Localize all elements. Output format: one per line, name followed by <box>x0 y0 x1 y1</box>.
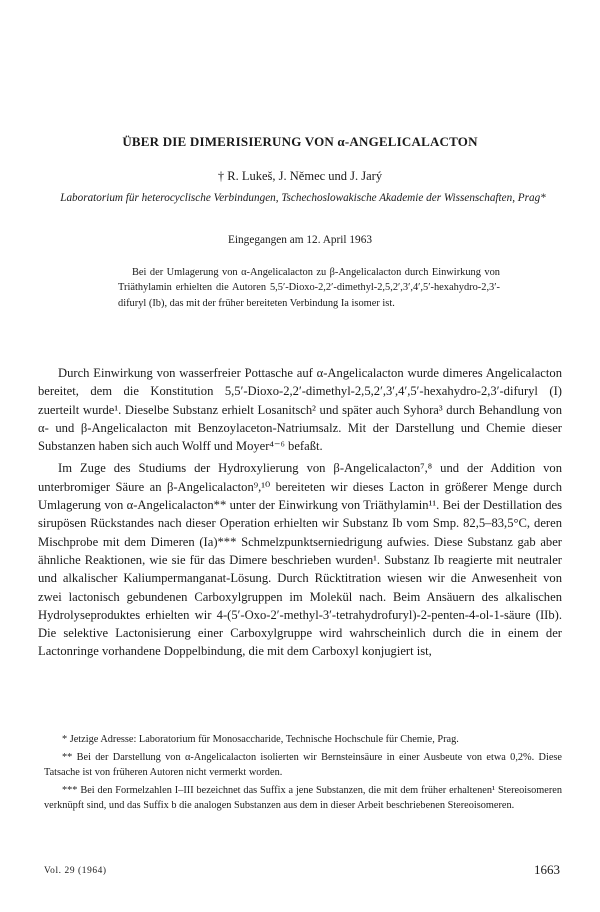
footer-volume: Vol. 29 (1964) <box>44 866 107 876</box>
abstract: Bei der Umlagerung von α-Angelicalacton zu β-Angelicalacton durch Einwirkung von Triäthylamin erhielten die Autoren 5,5′-Dioxo-2,2′-dimethyl-2,5,2′,3′,4′,5′-hexahydro-2,3′-difuryl (Ib), das mit der früher bereiteten Verbindung Ia isomer ist. <box>118 267 500 309</box>
footnotes <box>44 732 562 816</box>
footnote-1: * Jetzige Adresse: Laboratorium für Monosaccharide, Technische Hochschule für Chemie, Prag. <box>62 734 459 745</box>
article-title: ÜBER DIE DIMERISIERUNG VON α-ANGELICALACTON <box>122 134 478 149</box>
received-date: Eingegangen am 12. April 1963 <box>227 234 372 246</box>
article-authors: † R. Lukeš, J. Němec und J. Jarý <box>217 169 383 183</box>
page-number: 1663 <box>534 862 560 877</box>
body-paragraph-1: Durch Einwirkung von wasserfreier Pottasche auf α-Angelicalacton wurde dimeres Angelicalacton bereitet, dem die Konstitution 5,5′-Dioxo-2,2′-dimethyl-2,5,2′,3′,4′,5′-hexahydro-2,3′-difuryl (I) zuerteilt wurde¹. Dieselbe Substanz erhielt Losanitsch² und später auch Syhora³ durch Behandlung von α- und β-Angelicalacton mit Benzoylaceton-Natriumsalz. Mit der Darstellung und Chemie dieser Substanzen haben sich auch Wolff und Moyer⁴⁻⁶ befaßt. <box>38 366 562 454</box>
footnote-2: ** Bei der Darstellung von α-Angelicalacton isolierten wir Bernsteinsäure in einer Ausbeute von etwa 0,2%. Diese Tatsache ist von früheren Autoren nicht vermerkt worden. <box>44 752 562 778</box>
body-paragraph-2: Im Zuge des Studiums der Hydroxylierung von β-Angelicalacton⁷,⁸ und der Addition von unterbromiger Säure an β-Angelicalacton⁹,¹⁰ bereiteten wir dieses Lacton in größerer Menge durch Umlagerung von α-Angelicalacton** unter der Einwirkung von Triäthylamin¹¹. Bei der Destillation des sirupösen Rückstandes nach dieser Operation erhielten wir Substanz Ib vom Smp. 82,5–83,5°C, deren Mischprobe mit dem Dimeren (Ia)*** Schmelzpunktserniedrigung aufwies. Diese Substanz gab aber ähnliche Reaktionen, wie sie für das Dimere beschrieben wurden¹. Substanz Ib reagierte mit neutraler und alkalischer Kaliumpermanganat-Lösung. Durch Rücktitration wiesen wir die Anwesenheit von zwei lactonisch gebundenen Carboxylgruppen im Molekül nach. Beim Ansäuern des alkalischen Hydrolyseproduktes erhielten wir 4-(5′-Oxo-2′-methyl-3′-tetrahydrofuryl)-2-penten-4-ol-1-säure (IIb). Die selektive Lactonisierung einer Carboxylgruppe wird wahrscheinlich durch die in einem der Lactonringe vorhandene Doppelbindung, die mit dem Carboxyl konjugiert ist, <box>38 461 562 659</box>
body-text <box>38 364 562 661</box>
author-affiliation: Laboratorium für heterocyclische Verbindungen, Tschechoslowakische Akademie der Wissenschaften, Prag* <box>60 192 546 204</box>
footnote-3: *** Bei den Formelzahlen I–III bezeichnet das Suffix a jene Substanzen, die mit dem früher erhaltenen¹ Stereoisomeren verknüpft sind, und das Suffix b die analogen Substanzen aus dem in dieser Arbeit beschriebenen Stereoisomeren. <box>44 785 562 811</box>
